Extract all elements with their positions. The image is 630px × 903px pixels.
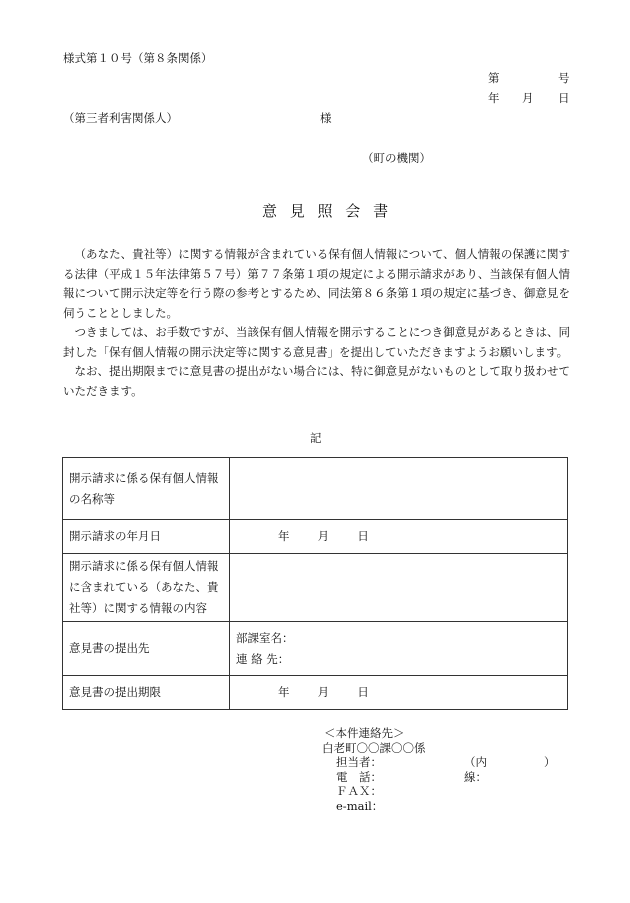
submission-destination-label: 意見書の提出先 (63, 622, 230, 676)
request-date-label: 開示請求の年月日 (63, 520, 230, 554)
info-content-value (230, 554, 568, 622)
day-label: 日 (357, 685, 369, 699)
contact-person-label: 担当者： (336, 755, 382, 769)
info-table (62, 457, 568, 710)
extension-label: （内線： (464, 755, 487, 784)
table-row (63, 458, 568, 520)
table-row (63, 554, 568, 622)
contact-heading: ＜本件連絡先＞ (324, 726, 405, 740)
body-paragraph: つきましては、お手数ですが、当該保有個人情報を開示することにつき御意見があるときは、同封した「保有個人情報の開示決定等に関する意見書」を提出していただきますようお願いします。 (63, 325, 570, 359)
request-date-value (230, 520, 568, 554)
year-label: 年 (278, 685, 290, 699)
day-label: 日 (558, 91, 570, 105)
submission-deadline-label: 意見書の提出期限 (63, 676, 230, 710)
dai-label: 第 (488, 71, 500, 85)
contact-label: 連 絡 先： (236, 651, 290, 666)
form-number: 様式第１０号（第８条関係） (63, 51, 213, 65)
department-label: 部課室名： (236, 630, 294, 645)
day-label: 日 (357, 529, 369, 543)
extension-close: ） (544, 755, 556, 769)
submission-destination-value (230, 622, 568, 676)
recipient-label: （第三者利害関係人） (63, 111, 178, 125)
info-name-value (230, 458, 568, 520)
contact-email-label: e-mail： (336, 798, 384, 813)
body-text (63, 245, 570, 401)
body-paragraph: なお、提出期限までに意見書の提出がない場合には、特に御意見がないものとして取り扱わせていただきます。 (63, 364, 570, 398)
info-name-label: 開示請求に係る保有個人情報の名称等 (63, 458, 230, 520)
year-label: 年 (488, 91, 500, 105)
contact-office: 白老町〇〇課〇〇係 (322, 740, 426, 755)
ki-label: 記 (310, 431, 322, 445)
document-title: 意 見 照 会 書 (262, 202, 393, 220)
agency-label: （町の機関） (362, 151, 431, 165)
month-label: 月 (522, 91, 534, 105)
submission-deadline-value (230, 676, 568, 710)
body-paragraph: （あなた、貴社等）に関する情報が含まれている保有個人情報について、個人情報の保護に関する法律（平成１５年法律第５７号）第７７条第１項の規定による開示請求があり、当該保有個人情報について開示決定等を行う際の参考とするため、同法第８６条第１項の規定に基づき、御意見を伺うこととしました。 (63, 247, 570, 320)
table-row (63, 622, 568, 676)
table-row (63, 520, 568, 554)
contact-phone-label: 電 話： (336, 769, 382, 784)
table-row (63, 676, 568, 710)
info-content-label: 開示請求に係る保有個人情報に含まれている（あなた、貴社等）に関する情報の内容 (63, 554, 230, 622)
contact-fax-label: ＦＡＸ： (336, 784, 382, 798)
month-label: 月 (317, 685, 330, 699)
year-label: 年 (278, 529, 290, 543)
go-label: 号 (558, 71, 570, 85)
month-label: 月 (317, 529, 330, 543)
contact-block (322, 726, 556, 813)
sama-label: 様 (320, 111, 332, 125)
